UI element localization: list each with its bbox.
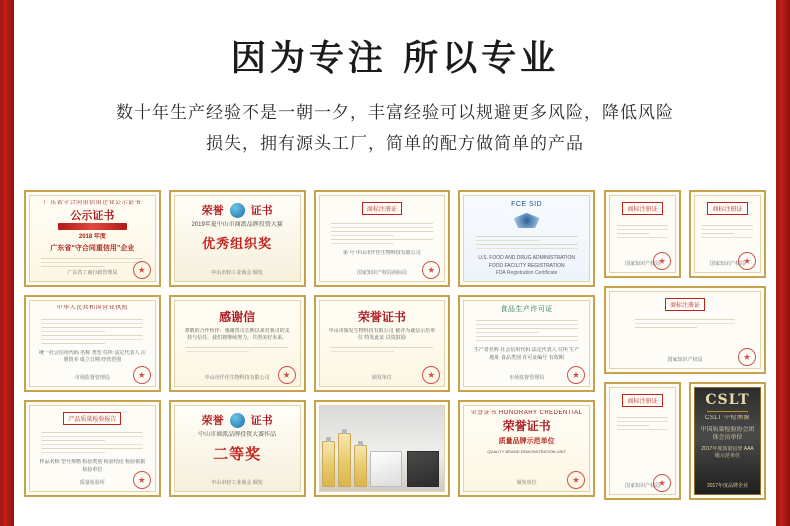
- official-seal-icon: [738, 348, 756, 366]
- cert-title-right: 证书: [250, 204, 273, 217]
- cert-award: 二等奖: [213, 445, 262, 464]
- cert-body: QUALITY BRAND DEMONSTRATION UNIT: [487, 449, 566, 455]
- cert-title-left: 荣誉: [201, 414, 224, 427]
- eagle-emblem-icon: [514, 213, 540, 229]
- cert-issuer: 国家知识产权局商标局: [356, 270, 407, 276]
- cert-body: 样品名称 型号规格 检验类别 检验结论 检验依据 检验单位: [39, 459, 146, 473]
- medal-icon: [230, 203, 245, 218]
- cert-issuer: 市场监督管理局: [509, 375, 545, 381]
- cert-subtitle: 广东省“守合同重信用”企业: [50, 245, 135, 253]
- cert-issuer: 国家知识产权局: [624, 483, 660, 489]
- subtitle-line-1: 数十年生产经验不是一朝一夕，丰富经验可以规避更多风险，降低风险: [116, 103, 674, 123]
- decor-text-lines: [617, 225, 668, 241]
- cert-subtitle: 中山市商派品牌投资大赛作品: [198, 432, 277, 438]
- certificate-card-cslt-plaque[interactable]: [689, 382, 766, 500]
- cert-head: 广东省守合同重信用企业公示证书: [43, 200, 142, 206]
- cert-subtitle: 质量品牌示范单位: [498, 437, 555, 445]
- cert-issuer: 中山市仟佳生物科技有限公司: [204, 375, 270, 381]
- official-seal-icon: [567, 471, 585, 489]
- cert-head: 商标注册证: [665, 298, 705, 311]
- certificate-card-business-license[interactable]: [24, 295, 161, 392]
- official-seal-icon: [133, 261, 151, 279]
- bottle-icon: [322, 441, 335, 487]
- certificate-card-gov-credit[interactable]: [24, 190, 161, 287]
- certificate-card-honor-certificate[interactable]: [314, 295, 451, 392]
- cert-body: 第 号 中山市仟佳生物科技有限公司: [342, 250, 421, 256]
- certificate-card-honor-organization[interactable]: [169, 190, 306, 287]
- certificate-card-fce-sid[interactable]: [458, 190, 595, 287]
- medal-icon: [230, 413, 245, 428]
- certificate-card-quality-inspection-report[interactable]: [24, 400, 161, 497]
- certificate-card-trademark-5[interactable]: [604, 382, 681, 500]
- cert-subtitle: 中国质量检验协会团体会员单位: [700, 426, 755, 442]
- decor-ribbon: [58, 223, 127, 230]
- page-title: 因为专注 所以专业: [230, 38, 560, 79]
- cert-head: 商标注册证: [707, 202, 747, 215]
- right-red-bar: [776, 0, 790, 526]
- certificate-grid-side: [604, 190, 766, 500]
- certificate-card-quality-brand-demo[interactable]: [458, 400, 595, 497]
- cert-head: 产品质量检验报告: [63, 412, 121, 425]
- decor-text-lines: [331, 347, 433, 355]
- decor-text-lines: [476, 236, 578, 252]
- cert-head: 食品生产许可证: [500, 306, 553, 313]
- certificate-grid-main: [24, 190, 595, 497]
- cert-title: 感谢信: [219, 310, 256, 324]
- official-seal-icon: [133, 471, 151, 489]
- certificate-card-thanks-letter[interactable]: [169, 295, 306, 392]
- page-subtitle: [75, 98, 715, 161]
- decor-text-lines: [186, 347, 288, 355]
- official-seal-icon: [653, 474, 671, 492]
- cert-body: 尊敬的合作伙伴：感谢贵司长期以来对我司的支持与信任，我们将继续努力，共创美好未来。: [184, 327, 290, 342]
- certificate-card-trademark-4[interactable]: [604, 286, 766, 374]
- certificate-card-honor-second-prize[interactable]: [169, 400, 306, 497]
- cert-head: CSLT 中检溯源: [705, 415, 750, 421]
- cert-issuer: 颁发单位: [371, 375, 392, 381]
- cert-issuer: 国家知识产权局: [667, 357, 703, 363]
- subtitle-line-2: 损失，拥有源头工厂，简单的配方做简单的产品: [206, 134, 584, 155]
- certificate-card-trademark-1[interactable]: [314, 190, 451, 287]
- certificate-card-food-production-license[interactable]: [458, 295, 595, 392]
- cert-title-left: 荣誉: [201, 204, 224, 217]
- decor-text-lines: [331, 223, 433, 247]
- cert-issuer: 质量检验所: [79, 480, 105, 486]
- cert-issuer: 市场监督管理局: [74, 375, 110, 381]
- cert-title: 公示证书: [70, 208, 115, 222]
- cert-year: 2018 年度: [78, 234, 106, 241]
- cert-subtitle: 2019年夏中山市商派品牌投资大赛: [191, 222, 283, 228]
- cert-title-right: 证书: [250, 414, 273, 427]
- official-seal-icon: [653, 252, 671, 270]
- cert-issuer: 2017年度品牌企业: [706, 483, 749, 489]
- cert-issuer: 中山市轻工业商会 颁发: [211, 270, 263, 276]
- certificate-gallery: [24, 190, 766, 502]
- decor-text-lines: [41, 258, 143, 270]
- official-seal-icon: [738, 252, 756, 270]
- page-content: [14, 0, 776, 526]
- cert-issuer: FDA Registration Certificate: [495, 270, 558, 276]
- bottle-icon: [354, 445, 367, 487]
- cert-body: 生产者名称 社会信用代码 法定代表人 住所 生产地址 食品类别 许可证编号 有效期: [473, 347, 580, 361]
- official-seal-icon: [278, 366, 296, 384]
- cert-body: 2017年度质量信誉 AAA 级示范单位: [701, 445, 754, 460]
- cert-issuer: 中山市轻工业商会 颁发: [211, 480, 263, 486]
- decor-text-lines: [476, 320, 578, 344]
- cert-body: 统一社会信用代码 名称 类型 住所 法定代表人 注册资本 成立日期 经营范围: [38, 349, 146, 364]
- cert-head: 荣誉证书 HONORARY CREDENTIAL: [470, 410, 583, 416]
- official-seal-icon: [567, 366, 585, 384]
- cert-title: 荣誉证书: [502, 418, 551, 433]
- bottle-icon: [338, 433, 351, 487]
- decor-text-lines: [617, 417, 668, 433]
- left-red-bar: [0, 0, 14, 526]
- product-photo: [320, 406, 445, 491]
- certificate-card-trademark-2[interactable]: [604, 190, 681, 278]
- certificate-card-trademark-3[interactable]: [689, 190, 766, 278]
- cert-head: 商标注册证: [362, 202, 402, 215]
- cert-body: U.S. FOOD AND DRUG ADMINISTRATION FOOD FACILITY REGISTRATION: [478, 255, 576, 269]
- cert-issuer: 颁发单位: [516, 480, 537, 486]
- product-photo-card[interactable]: [314, 400, 451, 497]
- cert-head: FCE SID: [511, 201, 543, 208]
- cert-award: 优秀组织奖: [202, 237, 273, 253]
- package-box-dark: [407, 451, 439, 487]
- cert-body: 中山市颁发生物科技有限公司 被评为诚信示范单位 特发此证 以资鼓励: [328, 327, 436, 342]
- official-seal-icon: [133, 366, 151, 384]
- cert-title: CSLT: [705, 392, 750, 408]
- decor-text-lines: [702, 225, 753, 241]
- cert-head: 中华人民共和国营业执照: [56, 305, 129, 311]
- package-box: [370, 451, 402, 487]
- decor-text-lines: [41, 432, 143, 456]
- cert-title-row: [178, 412, 297, 428]
- cert-issuer: 国家知识产权局: [709, 261, 745, 267]
- decor-text-lines: [635, 319, 736, 331]
- cert-title-row: [178, 202, 297, 218]
- cert-issuer: 国家知识产权局: [624, 261, 660, 267]
- cert-head: 商标注册证: [622, 202, 662, 215]
- cert-issuer: 广东省工商行政管理局: [67, 270, 118, 277]
- decor-gold-line: [707, 411, 748, 412]
- cert-title: 荣誉证书: [357, 310, 406, 324]
- cert-head: 商标注册证: [622, 394, 662, 407]
- decor-text-lines: [41, 319, 143, 347]
